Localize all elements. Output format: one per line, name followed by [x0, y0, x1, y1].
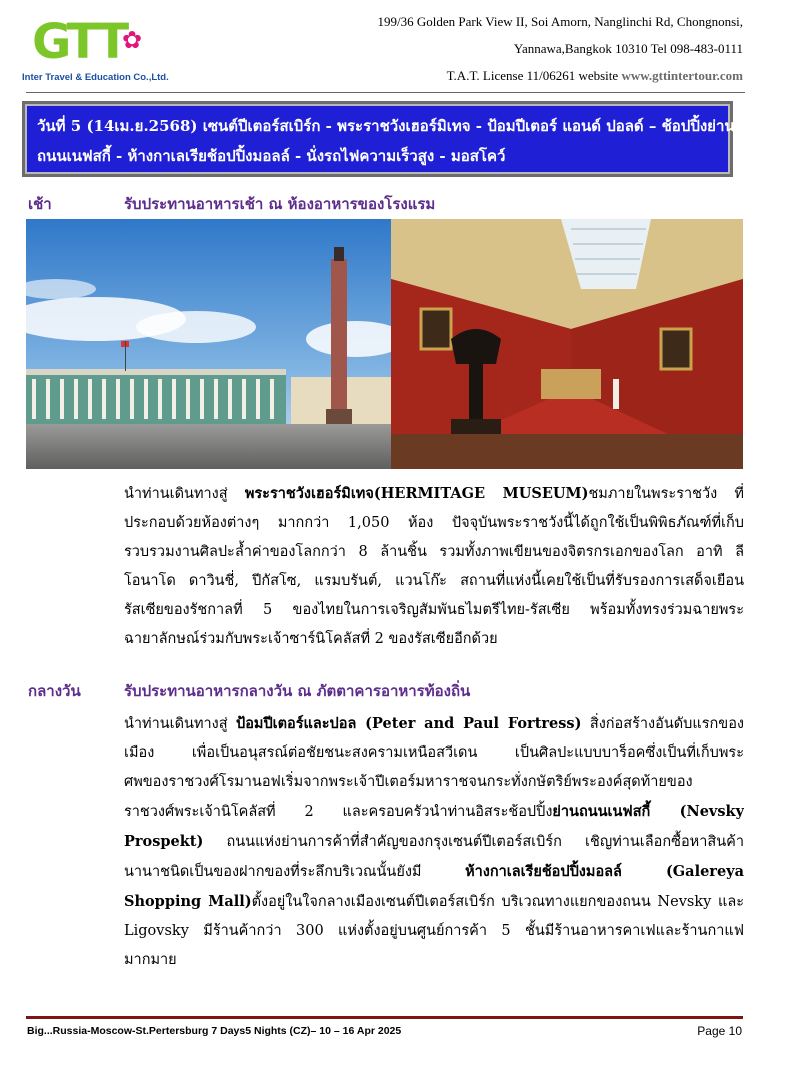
body-text: โอนาโด ดาวินชี่, ปีกัสโซ, แรมบรันต์, แวนโก๊ะ สถานที่แห่งนี้เคยใช้เป็นที่รับรองการเสด็จเยือน — [124, 573, 744, 589]
paragraph-line — [124, 538, 744, 567]
body-text: รวบรวมงานศิลปะล้ำค่าของโลกกว่า 8 ล้านชิ้น รวมทั้งภาพเขียนของจิตรกรเอกของโลก อาทิ ลี — [124, 544, 744, 560]
bold-text: ป้อมปีเตอร์และปอล (Peter and Paul Fortress) — [235, 715, 582, 732]
paragraph-line — [124, 625, 744, 654]
body-text: Ligovsky มีร้านค้ากว่า 300 แห่งตั้งอยู่บนศูนย์การค้า 5 ชั้นมีร้านอาหารคาเฟและร้านกาแฟ — [124, 923, 744, 939]
paragraph-line — [124, 857, 744, 887]
paragraph-line — [124, 509, 744, 538]
body-text: ประกอบด้วยห้องต่างๆ มากกว่า 1,050 ห้อง ปัจจุบันพระราชวังนี้ได้ถูกใช้เป็นพิพิธภัณฑ์ที่เก็บ — [124, 515, 744, 531]
address-line-1: 199/36 Golden Park View II, Soi Amorn, Nanglinchi Rd, Chongnonsi, — [377, 14, 743, 29]
body-text: นานาชนิดเป็นของฝากของที่ระลึกบริเวณนั้นยังมี — [124, 864, 466, 880]
paragraph-line — [124, 887, 744, 917]
bold-text: พระราชวังเฮอร์มิเทจ(HERMITAGE MUSEUM) — [244, 485, 589, 502]
body-text: ศพของราชวงศ์โรมานอฟเริ่มจากพระเจ้าปีเตอร์มหาราชจนกระทั่งกษัตริย์พระองค์สุดท้ายของ — [124, 774, 693, 790]
fortress-paragraph — [124, 709, 744, 975]
body-text: นำท่านเดินทางสู่ — [124, 486, 245, 502]
lunch-text: รับประทานอาหารกลางวัน ณ ภัตตาคารอาหารท้องถิ่น — [124, 682, 471, 700]
paragraph-line — [124, 709, 744, 739]
flower-icon: ✿ — [122, 26, 143, 54]
logo-subtitle: Inter Travel & Education Co.,Ltd. — [22, 72, 169, 83]
paragraph-line — [124, 946, 744, 975]
logo-text: GTT — [32, 14, 126, 70]
body-text: มากมาย — [124, 952, 177, 968]
license-text: T.A.T. License 11/06261 website — [446, 68, 622, 83]
body-text: ราชวงศ์พระเจ้านิโคลัสที่ 2 และครอบครัวนำท่านอิสระช้อปปิ้ง — [124, 804, 553, 820]
lunch-label: กลางวัน — [28, 682, 81, 700]
footer-divider — [26, 1016, 743, 1019]
paragraph-line — [124, 567, 744, 596]
paragraph-line — [124, 827, 744, 857]
palace-square-image — [26, 219, 391, 469]
page-number: Page 10 — [697, 1024, 742, 1038]
paragraph-line — [124, 768, 744, 797]
website-link[interactable]: www.gttintertour.com — [621, 68, 743, 83]
bold-text: Shopping Mall) — [124, 893, 252, 910]
day-title-box — [22, 101, 733, 177]
company-logo — [22, 14, 169, 88]
morning-label: เช้า — [28, 195, 52, 213]
header-divider — [26, 92, 745, 93]
paragraph-line — [124, 479, 744, 509]
paragraph-line — [124, 917, 744, 946]
palace-square-photo — [26, 219, 391, 469]
hermitage-interior-image — [391, 219, 743, 469]
paragraph-line — [124, 797, 744, 827]
body-text: รัสเซียของรัชกาลที่ 5 ของไทยในการเจริญสัมพันธไมตรีไทย-รัสเซีย พร้อมทั้งทรงร่วมฉายพระ — [124, 602, 744, 618]
body-text: ชมภายในพระราชวัง ที่ — [588, 486, 744, 502]
morning-text: รับประทานอาหารเช้า ณ ห้องอาหารของโรงแรม — [124, 195, 436, 213]
body-text: ถนนแห่งย่านการค้าที่สำคัญของกรุงเซนต์ปีเตอร์สเบิร์ก เชิญท่านเลือกซื้อหาสินค้า — [203, 834, 744, 850]
day-title-line-1: วันที่ 5 (14เม.ย.2568) เซนต์ปีเตอร์สเบิร์ก - พระราชวังเฮอร์มิเทจ - ป้อมปีเตอร์ แอนด์ ปอลด์ – ช้อปปิ้งย่าน — [37, 117, 735, 135]
bold-text: ย่านถนนเนฟสกี้ (Nevsky — [552, 803, 744, 820]
day-title-line-2: ถนนเนฟสกี้ - ห้างกาเลเรียช้อปปิ้งมอลล์ - นั่งรถไฟความเร็วสูง - มอสโคว์ — [37, 147, 506, 165]
hermitage-paragraph — [124, 479, 744, 654]
body-text: สิ่งก่อสร้างอันดับแรกของ — [581, 716, 744, 732]
body-text: ตั้งอยู่ในใจกลางเมืองเซนต์ปีเตอร์สเบิร์ก บริเวณทางแยกของถนน Nevsky และ — [251, 894, 744, 910]
body-text: เมือง เพื่อเป็นอนุสรณ์ต่อชัยชนะสงครามเหนือสวีเดน เป็นศิลปะแบบบาร็อคซึ่งเป็นที่เก็บพระ — [124, 745, 744, 761]
paragraph-line — [124, 739, 744, 768]
bold-text: Prospekt) — [124, 833, 204, 850]
paragraph-line — [124, 596, 744, 625]
address-line-2: Yannawa,Bangkok 10310 Tel 098-483-0111 — [513, 41, 743, 56]
license-line — [447, 68, 743, 83]
bold-text: ห้างกาเลเรียช้อปปิ้งมอลล์ (Galereya — [465, 863, 744, 880]
hermitage-interior-photo — [391, 219, 743, 469]
body-text: ฉายาลักษณ์ร่วมกับพระเจ้าซาร์นิโคลัสที่ 2 ของรัสเซียอีกด้วย — [124, 631, 498, 647]
footer-tour-title: Big...Russia-Moscow-St.Pertersburg 7 Days5 Nights (CZ)– 10 – 16 Apr 2025 — [27, 1025, 402, 1037]
body-text: นำท่านเดินทางสู่ — [124, 716, 236, 732]
